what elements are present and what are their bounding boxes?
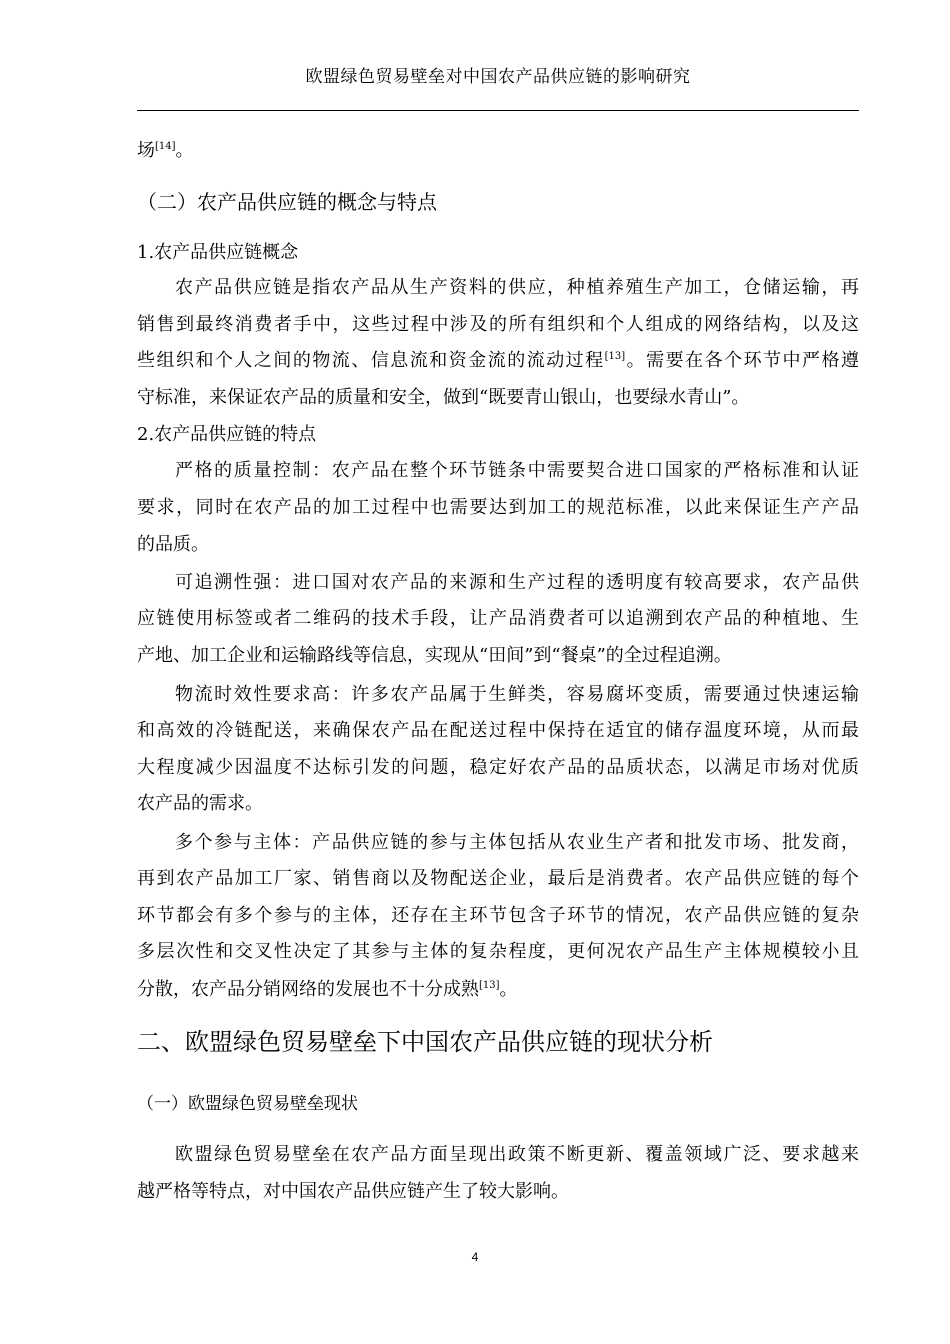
citation-ref: [13] bbox=[479, 980, 500, 991]
carryover-text: 场 bbox=[137, 140, 155, 161]
paragraph-line: 守标准，来保证农产品的质量和安全，做到“既要青山银山，也要绿水青山”。 bbox=[137, 387, 750, 408]
carryover-line bbox=[137, 136, 859, 162]
paragraph-line: 要求，同时在农产品的加工过程中也需要达到加工的规范标准，以此来保证生产产品 bbox=[137, 497, 859, 518]
header-rule bbox=[137, 110, 859, 111]
paragraph-line: 和高效的冷链配送，来确保农产品在配送过程中保持在适宜的储存温度环境，从而最 bbox=[137, 720, 859, 741]
paragraph-line: 的品质。 bbox=[137, 534, 209, 555]
section-heading-status: （一）欧盟绿色贸易壁垒现状 bbox=[137, 1094, 358, 1114]
chapter-heading: 二、欧盟绿色贸易壁垒下中国农产品供应链的现状分析 bbox=[137, 1028, 713, 1056]
paragraph-line: 产地、加工企业和运输路线等信息，实现从“田间”到“餐桌”的全过程追溯。 bbox=[137, 645, 732, 666]
subheading-features: 2.农产品供应链的特点 bbox=[137, 424, 317, 445]
paragraph-line: 物流时效性要求高：许多农产品属于生鲜类，容易腐坏变质，需要通过快速运输 bbox=[175, 684, 859, 705]
paragraph-text: 。需要在各个环节中严格遵 bbox=[625, 350, 860, 371]
paragraph-line bbox=[137, 975, 859, 1001]
carryover-end: 。 bbox=[175, 140, 194, 161]
paragraph-line: 欧盟绿色贸易壁垒在农产品方面呈现出政策不断更新、覆盖领域广泛、要求越来 bbox=[175, 1144, 859, 1165]
paragraph-line: 销售到最终消费者手中，这些过程中涉及的所有组织和个人组成的网络结构，以及这 bbox=[137, 314, 859, 335]
section-heading-concept: （二）农产品供应链的概念与特点 bbox=[137, 190, 437, 214]
paragraph-line: 再到农产品加工厂家、销售商以及物配送企业，最后是消费者。农产品供应链的每个 bbox=[137, 868, 859, 889]
paragraph-line: 越严格等特点，对中国农产品供应链产生了较大影响。 bbox=[137, 1181, 569, 1202]
paragraph-line bbox=[137, 346, 859, 372]
paragraph-line: 可追溯性强：进口国对农产品的来源和生产过程的透明度有较高要求，农产品供 bbox=[175, 572, 859, 593]
paragraph-line: 大程度减少因温度不达标引发的问题，稳定好农产品的品质状态，以满足市场对优质 bbox=[137, 757, 859, 778]
paragraph-line: 多个参与主体：产品供应链的参与主体包括从农业生产者和批发市场、批发商， bbox=[175, 832, 859, 853]
subheading-concept: 1.农产品供应链概念 bbox=[137, 242, 299, 263]
running-header: 欧盟绿色贸易壁垒对中国农产品供应链的影响研究 bbox=[305, 67, 691, 87]
paragraph-line: 农产品的需求。 bbox=[137, 793, 263, 814]
paragraph-line: 农产品供应链是指农产品从生产资料的供应，种植养殖生产加工，仓储运输，再 bbox=[175, 277, 859, 298]
paragraph-line: 严格的质量控制：农产品在整个环节链条中需要契合进口国家的严格标准和认证 bbox=[175, 460, 859, 481]
paragraph-line: 多层次性和交叉性决定了其参与主体的复杂程度，更何况农产品生产主体规模较小且 bbox=[137, 941, 859, 962]
paragraph-text: 些组织和个人之间的物流、信息流和资金流的流动过程 bbox=[137, 350, 605, 371]
paragraph-text: 分散，农产品分销网络的发展也不十分成熟 bbox=[137, 979, 479, 1000]
paragraph-text: 。 bbox=[499, 979, 518, 1000]
citation-ref: [14] bbox=[155, 141, 176, 152]
page-number: 4 bbox=[471, 1250, 479, 1264]
paragraph-line: 环节都会有多个参与的主体，还存在主环节包含子环节的情况，农产品供应链的复杂 bbox=[137, 905, 859, 926]
paragraph-line: 应链使用标签或者二维码的技术手段，让产品消费者可以追溯到农产品的种植地、生 bbox=[137, 608, 859, 629]
citation-ref: [13] bbox=[604, 351, 626, 362]
